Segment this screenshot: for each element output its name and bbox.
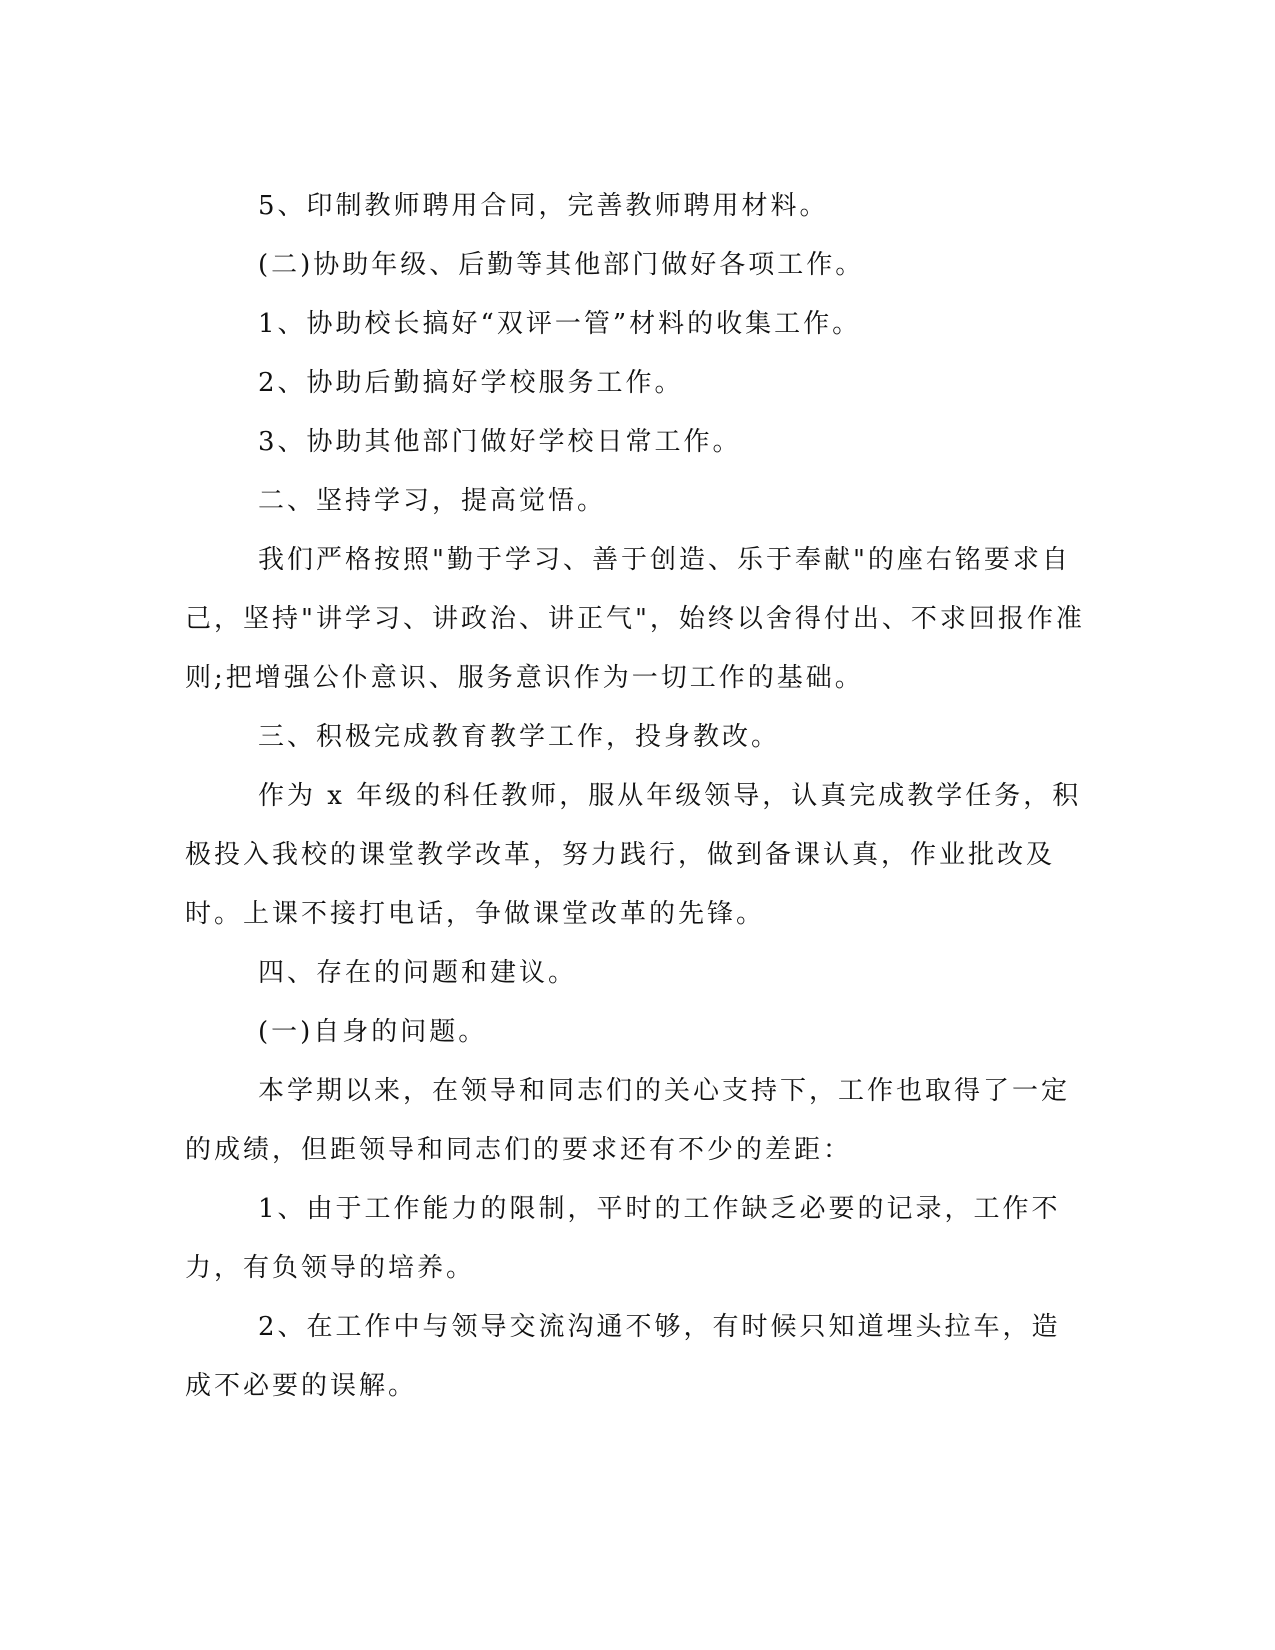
paragraph-item-1-assist-principal: 1、协助校长搞好“双评一管”材料的收集工作。 — [258, 309, 862, 339]
paragraph-teaching-line-2: 极投入我校的课堂教学改革，努力践行，做到备课认真，作业批改及 — [185, 840, 1056, 870]
section-heading-teaching: 三、积极完成教育教学工作，投身教改。 — [258, 722, 781, 752]
paragraph-study-line-1: 我们严格按照"勤于学习、善于创造、乐于奉献"的座右铭要求自 — [258, 545, 1071, 575]
paragraph-item-2-assist-logistics: 2、协助后勤搞好学校服务工作。 — [258, 368, 684, 398]
paragraph-problems-line-2: 的成绩，但距领导和同志们的要求还有不少的差距： — [185, 1135, 853, 1165]
paragraph-problem-1-line-1: 1、由于工作能力的限制，平时的工作缺乏必要的记录，工作不 — [258, 1194, 1061, 1224]
paragraph-teaching-line-1: 作为 x 年级的科任教师，服从年级领导，认真完成教学任务，积 — [258, 781, 1082, 811]
section-heading-assist-departments: (二)协助年级、后勤等其他部门做好各项工作。 — [258, 250, 865, 280]
paragraph-problem-2-line-1: 2、在工作中与领导交流沟通不够，有时候只知道埋头拉车，造 — [258, 1312, 1061, 1342]
section-heading-study: 二、坚持学习，提高觉悟。 — [258, 486, 607, 516]
paragraph-problems-line-1: 本学期以来，在领导和同志们的关心支持下，工作也取得了一定 — [258, 1076, 1071, 1106]
paragraph-teaching-line-3: 时。上课不接打电话，争做课堂改革的先锋。 — [185, 899, 766, 929]
paragraph-problem-2-line-2: 成不必要的误解。 — [185, 1371, 418, 1401]
paragraph-item-3-assist-others: 3、协助其他部门做好学校日常工作。 — [258, 427, 742, 457]
paragraph-study-line-3: 则;把增强公仆意识、服务意识作为一切工作的基础。 — [185, 663, 864, 693]
paragraph-study-line-2: 己，坚持"讲学习、讲政治、讲正气"，始终以舍得付出、不求回报作准 — [185, 604, 1085, 634]
section-heading-problems: 四、存在的问题和建议。 — [258, 958, 578, 988]
paragraph-item-5-contracts: 5、印制教师聘用合同，完善教师聘用材料。 — [258, 191, 829, 221]
subsection-heading-own-problems: (一)自身的问题。 — [258, 1017, 488, 1047]
paragraph-problem-1-line-2: 力，有负领导的培养。 — [185, 1253, 476, 1283]
